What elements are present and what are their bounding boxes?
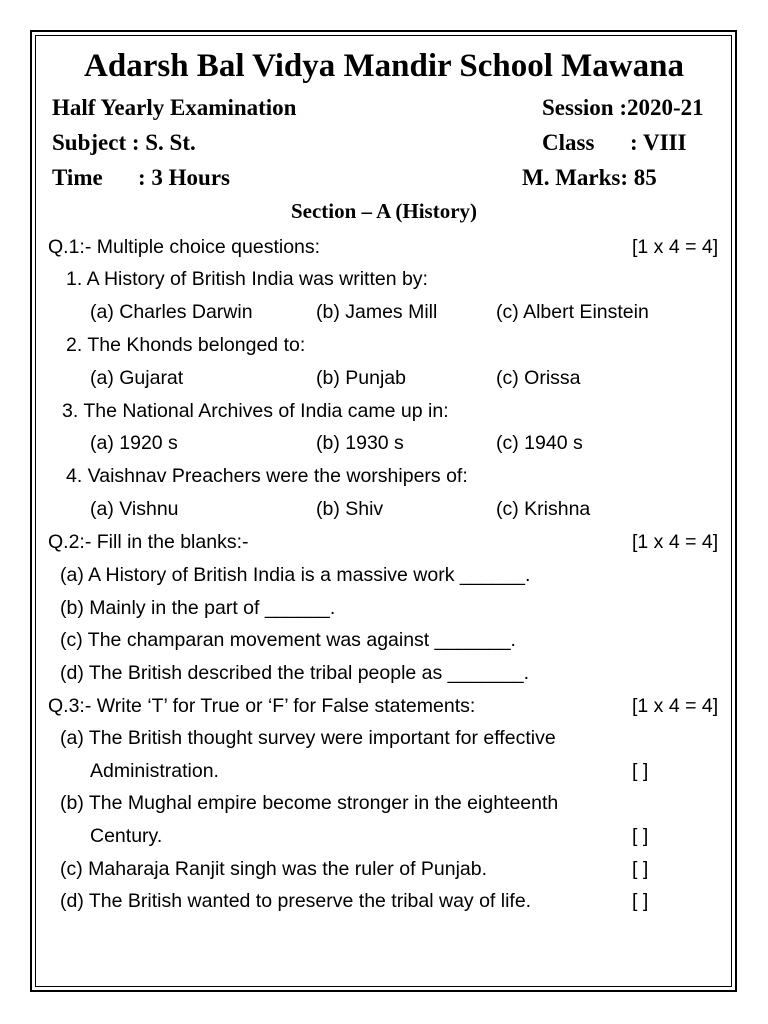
q3-statement: (d) The British wanted to preserve the tribal way of life. [60,890,532,912]
q1-option-b: (b) James Mill [316,301,438,323]
max-marks: M. Marks: 85 [522,165,657,190]
q1-question: 3. The National Archives of India came up in: [62,400,449,422]
q3-statement: (c) Maharaja Ranjit singh was the ruler of Punjab. [60,858,488,880]
q2-item: (c) The champaran movement was against _______. [60,629,516,651]
subject: Subject : S. St. [52,130,196,155]
q3-statement: (a) The British thought survey were important for effective [60,727,556,749]
time-label: Time [52,165,103,190]
q1-option-a: (a) Vishnu [90,498,179,520]
q1-option-c: (c) 1940 s [496,432,583,454]
q1-question: 1. A History of British India was written by: [66,268,428,290]
q1-question: 2. The Khonds belonged to: [66,334,306,356]
q2-item: (a) A History of British India is a massive work ______. [60,564,531,586]
q1-option-a: (a) Gujarat [90,367,184,389]
q2-marks: [1 x 4 = 4] [632,531,719,553]
q1-question: 4. Vaishnav Preachers were the worshipers of: [66,465,468,487]
q2-item: (b) Mainly in the part of ______. [60,597,336,619]
time-value: : 3 Hours [138,165,230,190]
q1-option-c: (c) Albert Einstein [496,301,649,323]
q1-marks: [1 x 4 = 4] [632,236,719,258]
class-label: Class [542,130,595,155]
q3-statement: (b) The Mughal empire become stronger in the eighteenth [60,792,559,814]
q2-title: Q.2:- Fill in the blanks:- [48,531,249,553]
answer-bracket: [ ] [632,760,649,782]
q1-option-b: (b) 1930 s [316,432,404,454]
q3-statement-cont: Administration. [90,760,219,782]
school-name: Adarsh Bal Vidya Mandir School Mawana [84,48,684,84]
q2-item: (d) The British described the tribal people as _______. [60,662,530,684]
q1-title: Q.1:- Multiple choice questions: [48,236,321,258]
q1-option-b: (b) Shiv [316,498,384,520]
answer-bracket: [ ] [632,825,649,847]
q1-option-b: (b) Punjab [316,367,406,389]
q1-option-c: (c) Orissa [496,367,581,389]
session: Session :2020-21 [542,95,704,120]
answer-bracket: [ ] [632,890,649,912]
q1-option-c: (c) Krishna [496,498,591,520]
q1-option-a: (a) Charles Darwin [90,301,253,323]
q3-statement-cont: Century. [90,825,163,847]
exam-title: Half Yearly Examination [52,95,297,120]
answer-bracket: [ ] [632,858,649,880]
section-title: Section – A (History) [290,199,478,223]
q3-title: Q.3:- Write ‘T’ for True or ‘F’ for False statements: [48,695,476,717]
q1-option-a: (a) 1920 s [90,432,178,454]
q3-marks: [1 x 4 = 4] [632,695,719,717]
class-value: : VIII [630,130,687,155]
